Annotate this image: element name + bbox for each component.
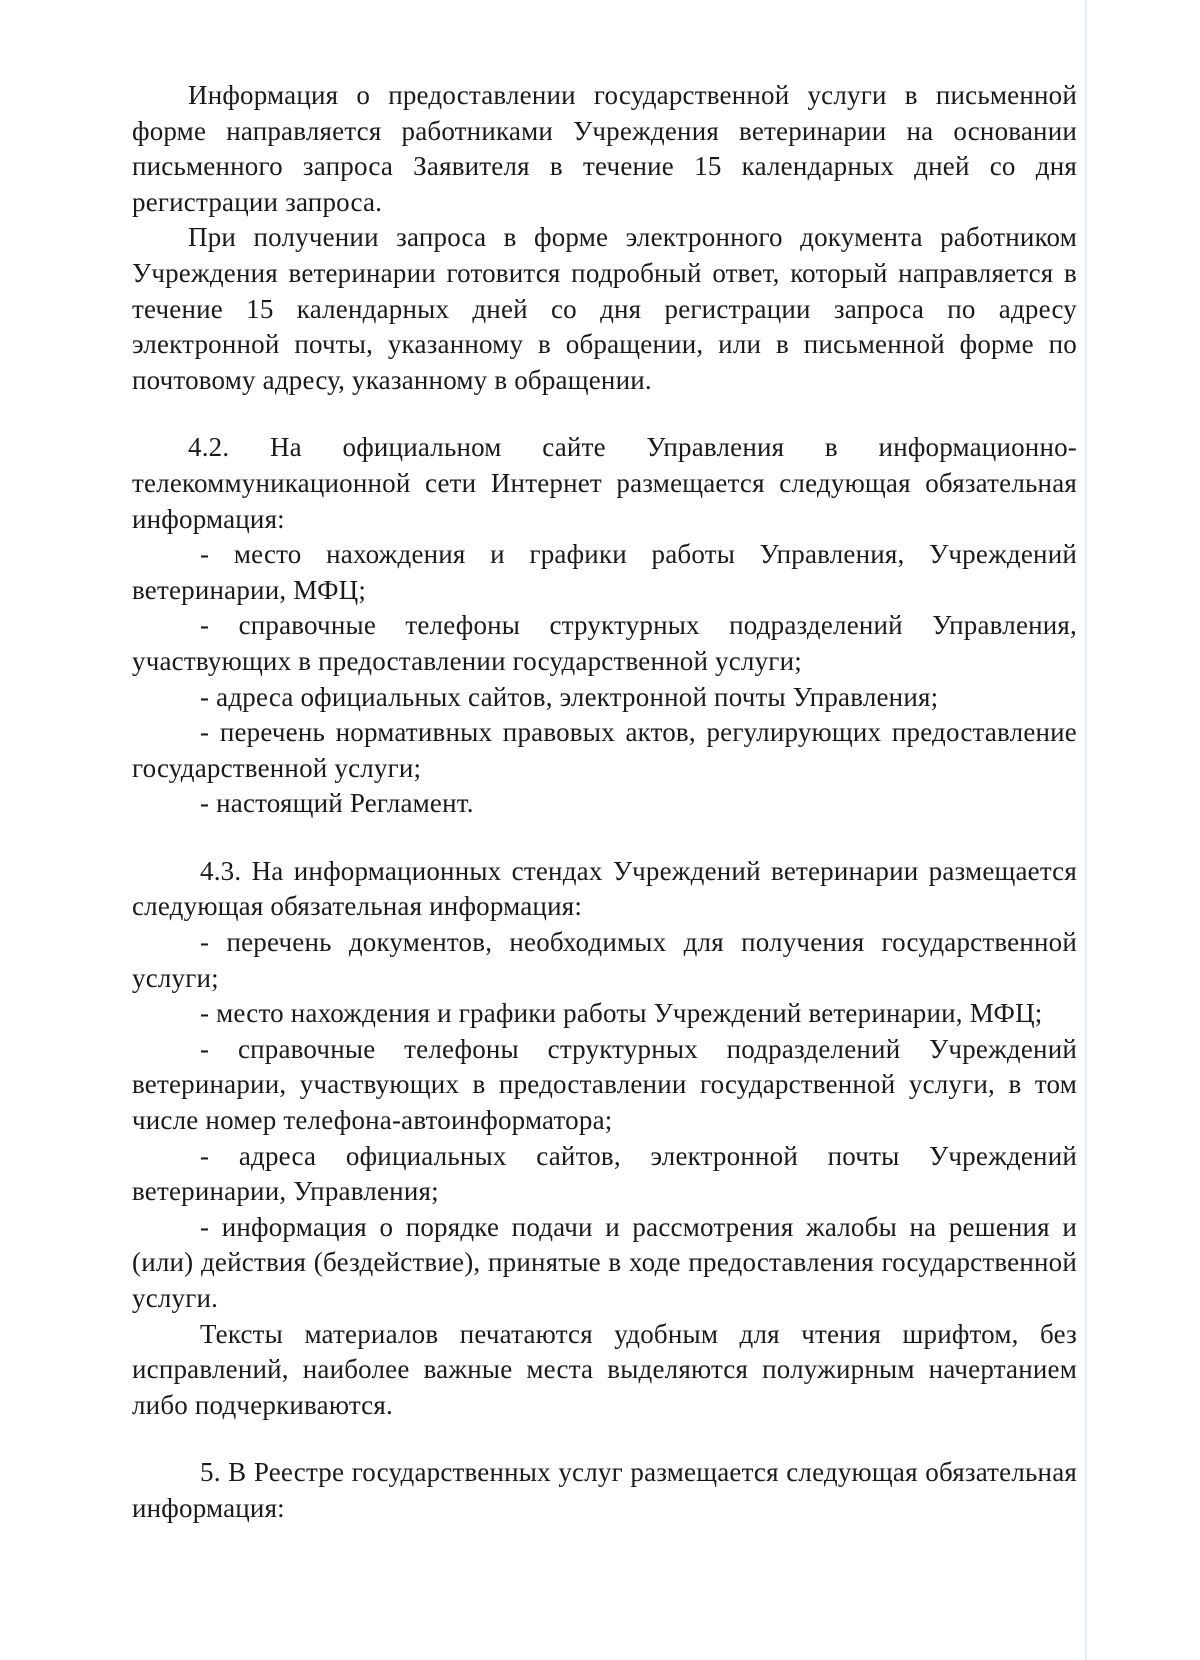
list-item: - справочные телефоны структурных подразделений Управления, участвующих в предоставлении государственной услуги; [132, 610, 1077, 676]
paragraph-electronic-request: При получении запроса в форме электронного документа работником Учреждения ветеринарии готовится подробный ответ, который направляется в течение 15 календарных дней со дня регистрации запроса по адресу электронной почты, указанному в обращении, или в письменной форме по почтовому адресу, указанному в обращении. [132, 222, 1077, 395]
section-4-2-heading: 4.2. На официальном сайте Управления в информационно-телекоммуникационной сети Интернет размещается следующая обязательная информация: [132, 432, 1077, 534]
list-item: - перечень документов, необходимых для получения государственной услуги; [132, 927, 1077, 993]
list-item: - справочные телефоны структурных подразделений Учреждений ветеринарии, участвующих в предоставлении государственной услуги, в том числе номер телефона-автоинформатора; [132, 1033, 1077, 1136]
list-item: - перечень нормативных правовых актов, регулирующих предоставление государственной услуги; [132, 717, 1077, 783]
list-item: - место нахождения и графики работы Учреждений ветеринарии, МФЦ; [200, 998, 1043, 1029]
document-body [132, 78, 1077, 1527]
section-spacer [132, 398, 1077, 430]
paragraph-stand-text-format: Тексты материалов печатаются удобным для чтения шрифтом, без исправлений, наиболее важные места выделяются полужирным начертанием либо подчеркиваются. [132, 1318, 1077, 1420]
section-spacer [132, 822, 1077, 854]
scan-artifact-line [1085, 0, 1087, 1660]
list-item: - место нахождения и графики работы Управления, Учреждений ветеринарии, МФЦ; [132, 539, 1077, 605]
list-item: - адреса официальных сайтов, электронной почты Управления; [200, 681, 939, 712]
section-4-3-heading: 4.3. На информационных стендах Учреждений ветеринарии размещается следующая обязательная информация: [132, 855, 1077, 922]
list-item: - информация о порядке подачи и рассмотрения жалобы на решения и (или) действия (бездействие), принятые в ходе предоставления государственной услуги. [132, 1211, 1077, 1313]
paragraph-written-info: Информация о предоставлении государственной услуги в письменной форме направляется работниками Учреждения ветеринарии на основании письменного запроса Заявителя в течение 15 календарных дней со дня регистрации запроса. [132, 80, 1077, 217]
section-5-heading: 5. В Реестре государственных услуг размещается следующая обязательная информация: [132, 1457, 1077, 1523]
section-spacer [132, 1423, 1077, 1455]
list-item: - адреса официальных сайтов, электронной почты Учреждений ветеринарии, Управления; [132, 1140, 1077, 1207]
list-item: - настоящий Регламент. [200, 788, 474, 819]
